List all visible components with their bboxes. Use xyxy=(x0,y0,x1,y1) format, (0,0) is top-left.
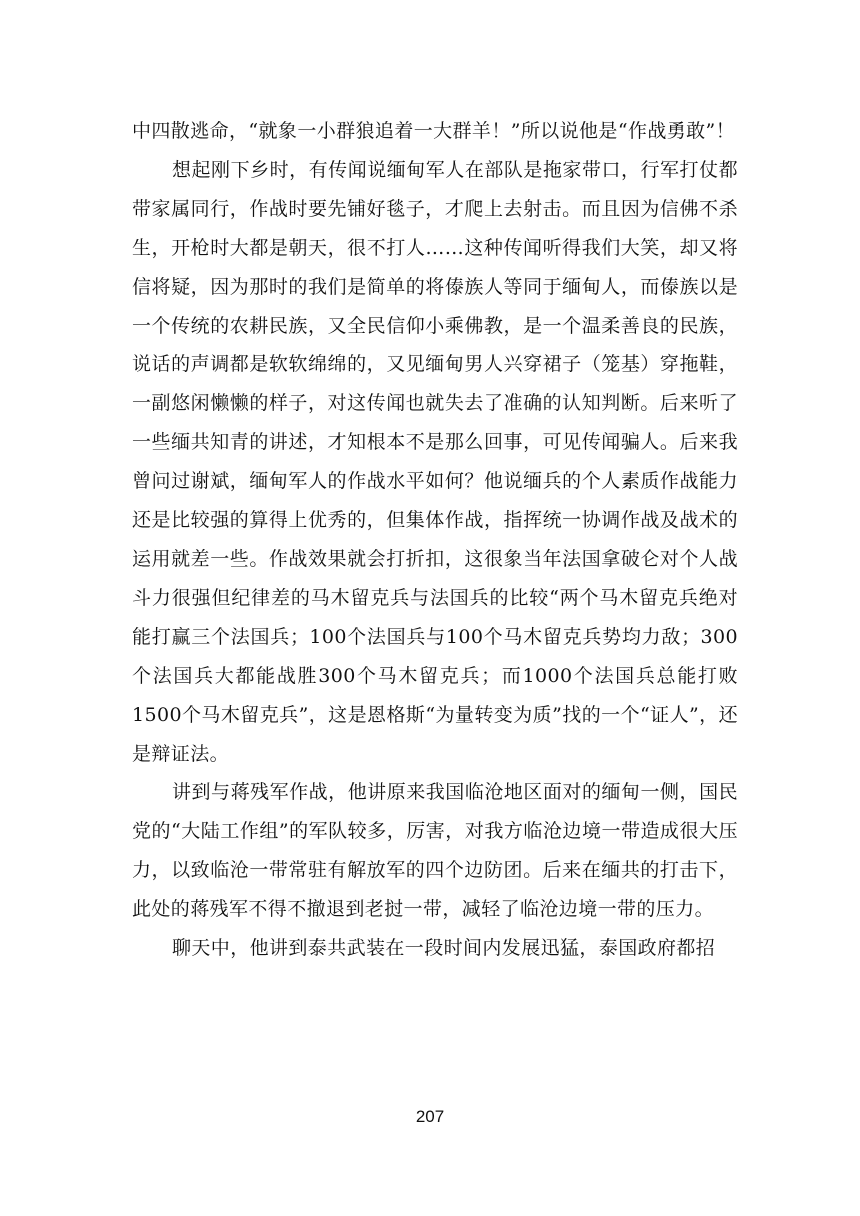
paragraph-1: 中四散逃命，“就象一小群狼追着一大群羊！”所以说他是“作战勇敢”！ xyxy=(132,120,736,142)
body-text xyxy=(132,112,738,968)
paragraph-2: 想起刚下乡时，有传闻说缅甸军人在部队是拖家带口，行军打仗都带家属同行，作战时要先铺好毯子，才爬上去射击。而且因为信佛不杀生，开枪时大都是朝天，很不打人……这种传闻听得我们大笑，却又将信将疑，因为那时的我们是简单的将傣族人等同于缅甸人，而傣族以是一个传统的农耕民族，又全民信仰小乘佛教，是一个温柔善良的民族，说话的声调都是软软绵绵的，又见缅甸男人兴穿裙子（笼基）穿拖鞋，一副悠闲懒懒的样子，对这传闻也就失去了准确的认知判断。后来听了一些缅共知青的讲述，才知根本不是那么回事，可见传闻骗人。后来我曾问过谢斌，缅甸军人的作战水平如何？他说缅兵的个人素质作战能力还是比较强的算得上优秀的，但集体作战，指挥统一协调作战及战术的运用就差一些。作战效果就会打折扣，这很象当年法国拿破仑对个人战斗力很强但纪律差的马木留克兵与法国兵的比较“两个马木留克兵绝对能打赢三个法国兵；100个法国兵与100个马木留克兵势均力敌；300个法国兵大都能战胜300个马木留克兵；而1000个法国兵总能打败1500个马木留克兵”，这是恩格斯“为量转变为质”找的一个“证人”，还是辩证法。 xyxy=(132,158,738,765)
paragraph-4: 聊天中，他讲到泰共武装在一段时间内发展迅猛，泰国政府都招 xyxy=(172,937,716,960)
page-number: 207 xyxy=(415,1107,445,1126)
paragraph-3: 讲到与蒋残军作战，他讲原来我国临沧地区面对的缅甸一侧，国民党的“大陆工作组”的军队较多，厉害，对我方临沧边境一带造成很大压力，以致临沧一带常驻有解放军的四个边防团。后来在缅共的打击下，此处的蒋残军不得不撤退到老挝一带，减轻了临沧边境一带的压力。 xyxy=(132,781,738,921)
